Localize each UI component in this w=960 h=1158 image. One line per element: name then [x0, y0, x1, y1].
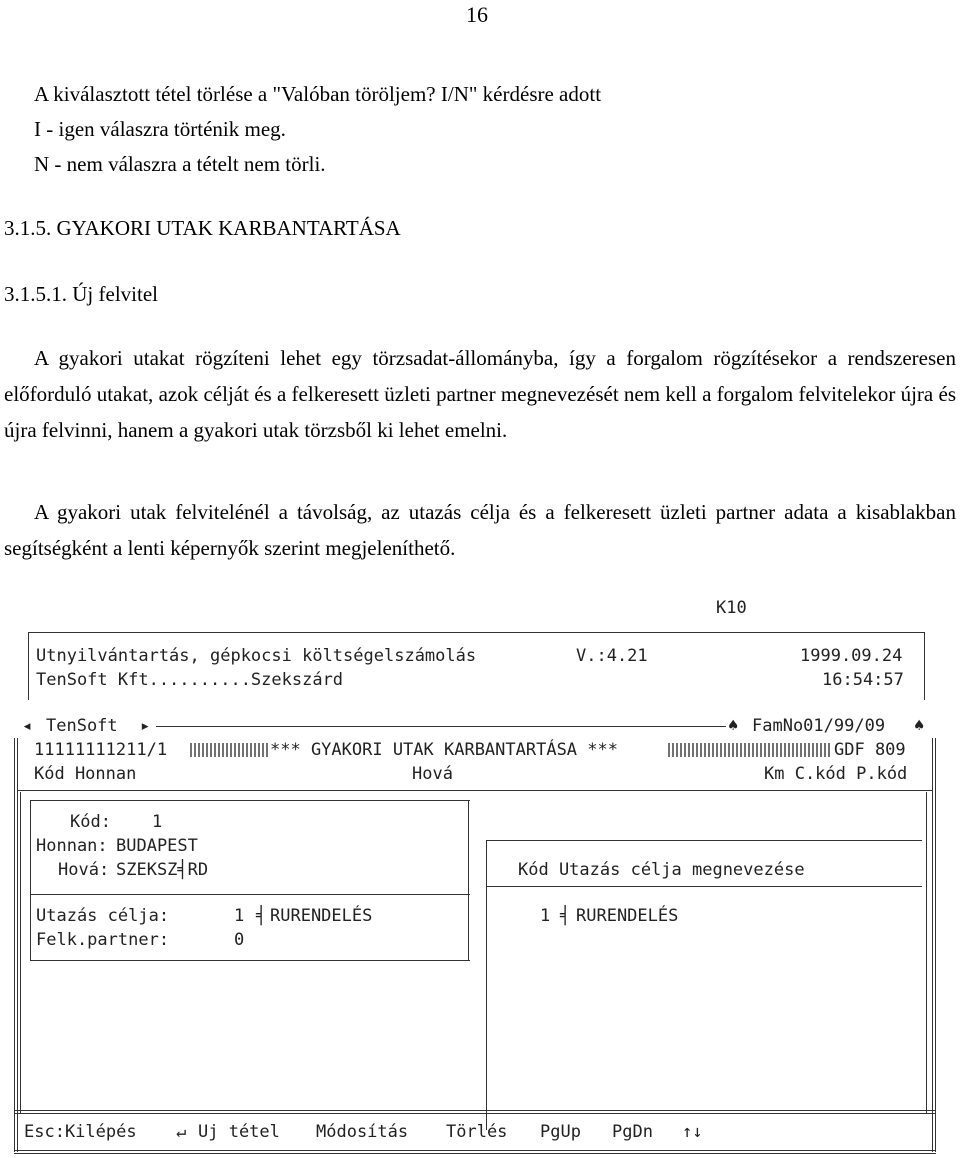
app-title: Utnyilvántartás, gépkocsi költségelszámolás — [36, 646, 477, 666]
paragraph-text: A gyakori utak felvitelénél a távolság, az utazás célja és a felkeresett üzleti partner adata a kisablakban segítségként a lenti képernyők szerint megjeleníthető. — [4, 500, 956, 560]
popup-top — [486, 840, 922, 841]
popup-left — [486, 840, 487, 1130]
spade-icon: ♠ — [728, 716, 739, 736]
date: 1999.09.24 — [800, 646, 903, 666]
form-box-right — [468, 800, 469, 960]
separator: ╡ — [560, 906, 571, 926]
separator: ╡ — [256, 906, 267, 926]
intro-line: N - nem válaszra a tételt nem törli. — [34, 152, 326, 176]
intro-line: A kiválasztott tétel törlése a "Valóban töröljem? I/N" kérdésre adott — [34, 82, 602, 106]
hova-field[interactable]: SZEKSZ╡RD — [116, 860, 209, 880]
esc-exit-command[interactable]: Esc:Kilépés — [24, 1122, 137, 1142]
version: V.:4.21 — [576, 646, 648, 666]
header-top-border — [28, 632, 924, 633]
form-box-divider — [30, 894, 470, 895]
inner-frame-right — [926, 792, 927, 1114]
honnan-field[interactable]: BUDAPEST — [116, 836, 198, 856]
pgdn-command[interactable]: PgDn — [612, 1122, 653, 1142]
popup-header: Kód Utazás célja megnevezése — [518, 860, 805, 880]
nav-company: TenSoft — [46, 716, 118, 736]
honnan-label: Honnan: — [36, 836, 108, 856]
paragraph-text: A gyakori utakat rögzíteni lehet egy törzsadat-állományba, így a forgalom rögzítésekor a rendszeresen előforduló utakat, azok célját és a felkeresett üzleti partner megnevezését nem kell a forgalom felvitelekor újra és újra felvinni, hanem a gyakori utak törzsből ki lehet emelni. — [4, 346, 956, 442]
felk-partner-label: Felk.partner: — [36, 930, 170, 950]
nav-divider — [156, 726, 726, 727]
inner-frame-left — [20, 792, 21, 1114]
column-header-kod-honnan: Kód Honnan — [34, 764, 137, 784]
spade-icon: ♠ — [914, 716, 925, 736]
intro-line: I - igen válaszra történik meg. — [34, 117, 286, 141]
company-name: TenSoft Kft..........Szekszárd — [36, 670, 344, 690]
kod-field[interactable]: 1 — [152, 812, 163, 832]
fam-no: FamNo01/99/09 — [752, 716, 886, 736]
up-down-arrows-icon[interactable]: ↑↓ — [682, 1122, 703, 1142]
utazas-celja-value: RURENDELÉS — [270, 906, 373, 926]
screen-id: K10 — [716, 598, 747, 618]
nav-right-arrow-icon[interactable]: ▸ — [140, 716, 151, 736]
form-box-top — [30, 800, 470, 801]
popup-row-code: 1 — [540, 906, 551, 926]
frame-left — [14, 738, 18, 1152]
plate-number: GDF 809 — [834, 740, 906, 760]
delete-command[interactable]: Törlés — [446, 1122, 508, 1142]
section-heading: 3.1.5. GYAKORI UTAK KARBANTARTÁSA — [4, 216, 401, 240]
utazas-celja-label: Utazás célja: — [36, 906, 170, 926]
pgup-command[interactable]: PgUp — [540, 1122, 581, 1142]
record-id: 11111111211/1 — [34, 740, 168, 760]
hova-label: Hová: — [58, 860, 110, 880]
footer-divider — [14, 1110, 936, 1114]
felk-partner-field[interactable]: 0 — [234, 930, 245, 950]
hatch-fill — [190, 743, 268, 757]
popup-header-divider — [486, 886, 922, 887]
kod-label: Kód: — [70, 812, 111, 832]
form-box-bottom — [30, 960, 470, 961]
utazas-celja-code-field[interactable]: 1 — [234, 906, 245, 926]
header-right-border — [924, 632, 925, 700]
popup-row-value: RURENDELÉS — [576, 906, 679, 926]
body-paragraph — [4, 340, 956, 448]
page-number: 16 — [466, 2, 488, 27]
subsection-heading: 3.1.5.1. Új felvitel — [4, 282, 158, 306]
column-header-divider — [18, 790, 932, 791]
form-box-left — [30, 800, 31, 960]
time: 16:54:57 — [822, 670, 904, 690]
window-title: *** GYAKORI UTAK KARBANTARTÁSA *** — [270, 740, 618, 760]
frame-right — [932, 738, 936, 1152]
new-item-command[interactable]: Uj tétel — [198, 1122, 280, 1142]
frame-bottom — [14, 1150, 936, 1154]
header-left-border — [28, 632, 29, 700]
column-header-hova: Hová — [412, 764, 453, 784]
nav-left-arrow-icon[interactable]: ◂ — [22, 716, 33, 736]
column-header-km-ckod-pkod: Km C.kód P.kód — [764, 764, 908, 784]
enter-icon: ↵ — [176, 1122, 187, 1142]
body-paragraph — [4, 494, 956, 566]
modify-command[interactable]: Módosítás — [316, 1122, 409, 1142]
hatch-fill — [668, 743, 832, 757]
